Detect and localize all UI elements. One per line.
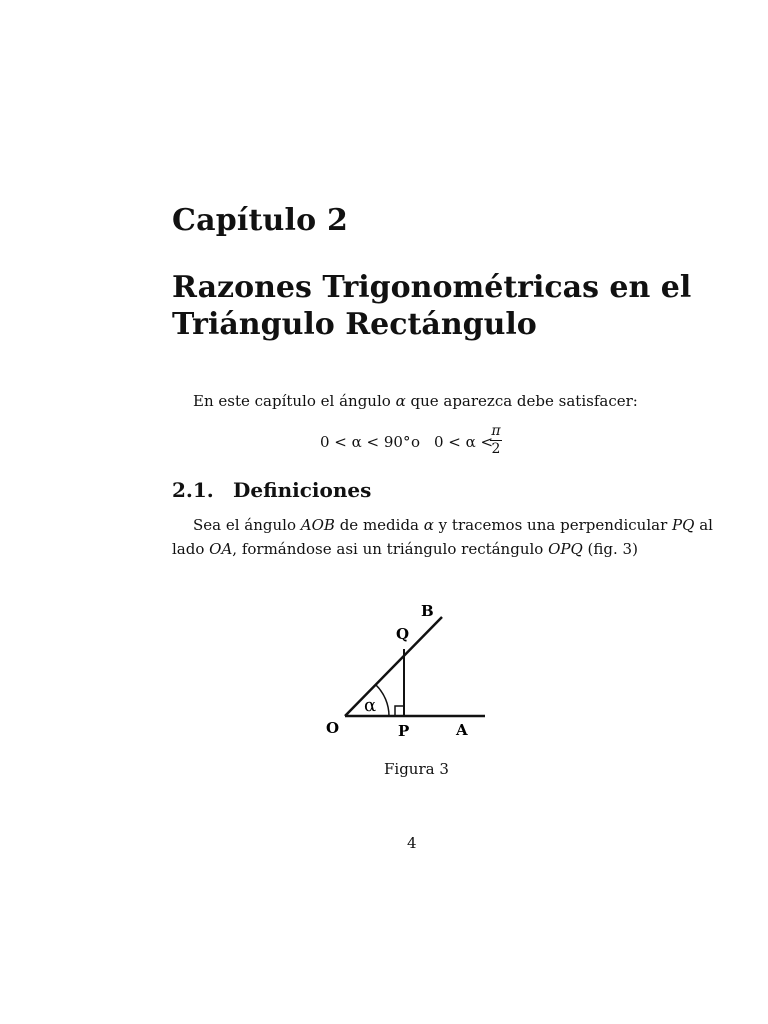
chapter-title-line-1: Razones Trigonométricas en el [172,270,692,305]
paragraph-line-1 [193,516,713,534]
section-number: 2.1. [172,478,214,502]
label-p: P [398,722,410,740]
intro-after: que aparezca debe satisfacer: [405,392,638,410]
paragraph-line-2 [172,540,638,558]
figure-caption: Figura 3 [384,760,449,778]
label-alpha: α [364,695,377,716]
para-text: de medida [334,516,424,534]
side-oa: OA [209,540,233,558]
para-text: (fig. 3) [582,540,638,558]
label-b: B [421,602,434,620]
section-title: Definiciones [233,478,372,502]
para-text: al [694,516,713,534]
page-number: 4 [407,834,417,852]
angle-aob: AOB [300,516,335,534]
label-o: O [326,719,340,737]
formula-connector: o [411,433,421,451]
segment-pq: PQ [672,516,695,534]
ray-ob [345,617,442,716]
para-alpha: α [423,516,434,534]
label-q: Q [396,625,410,643]
formula-radian-range: 0 < α < [434,433,494,451]
triangle-opq: OPQ [548,540,583,558]
label-a: A [456,721,468,739]
intro-alpha: α [395,392,406,410]
para-text: lado [172,540,210,558]
fraction-denominator: 2 [491,441,501,457]
intro-text [193,392,638,410]
formula-degree-range: 0 < α < 90° [320,433,411,451]
para-text: y tracemos una perpendicular [433,516,673,534]
angle-arc [376,685,389,716]
pi-over-two-fraction [490,424,502,457]
chapter-title-line-2: Triángulo Rectángulo [172,307,537,342]
chapter-label: Capítulo 2 [172,203,349,238]
intro-before: En este capítulo el ángulo [193,392,396,410]
right-angle-marker [395,706,404,716]
para-text: , formándose asi un triángulo rectángulo [232,540,549,558]
para-text: Sea el ángulo [193,516,301,534]
fraction-numerator: π [491,423,501,439]
right-triangle-figure [320,595,500,745]
